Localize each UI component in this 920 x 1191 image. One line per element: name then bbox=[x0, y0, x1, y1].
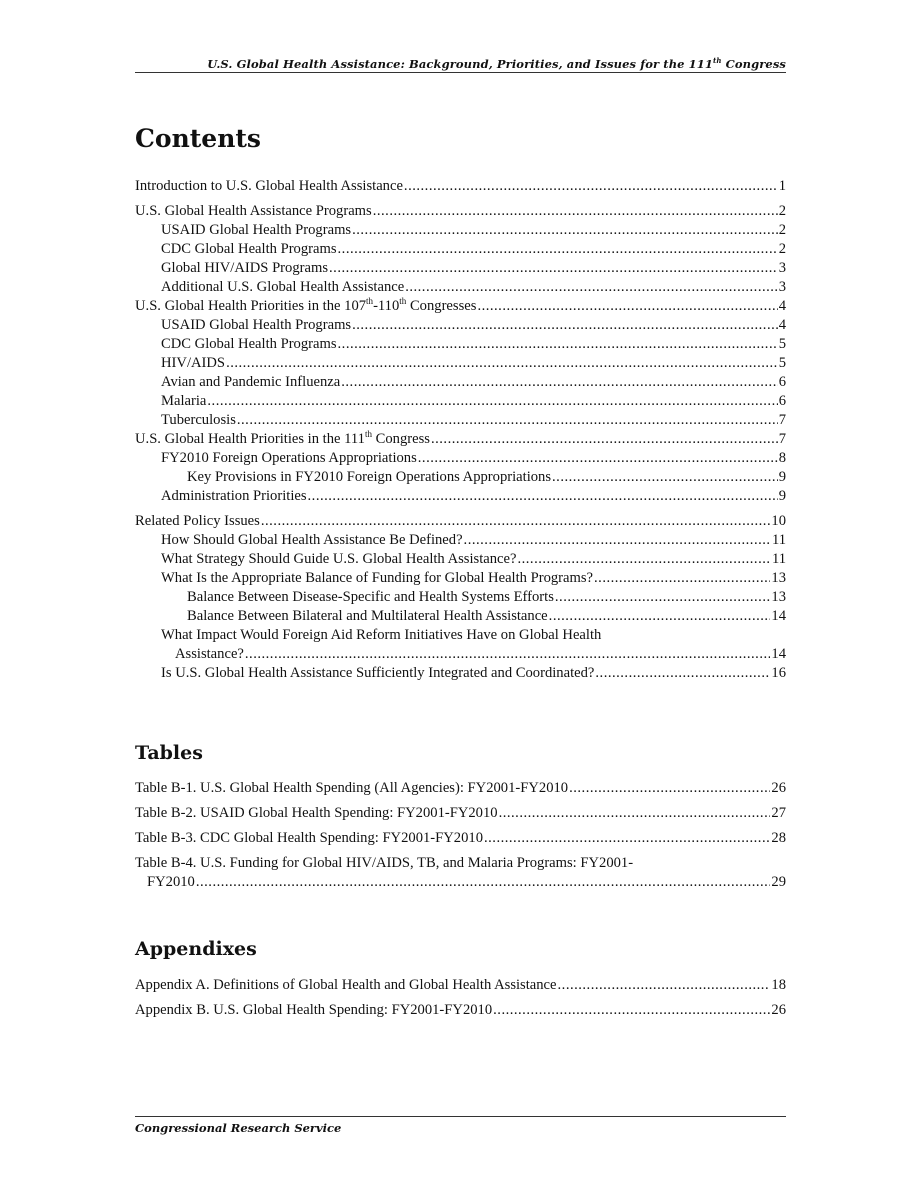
toc-entry[interactable]: Balance Between Bilateral and Multilateral Health Assistance ..... 14 bbox=[135, 607, 786, 626]
toc-entry[interactable]: U.S. Global Health Priorities in the 107th-110th Congresses ..... 4 bbox=[135, 297, 786, 316]
toc-entry[interactable]: HIV/AIDS ..... 5 bbox=[135, 354, 786, 373]
table-entry[interactable]: Table B-3. CDC Global Health Spending: FY2001-FY2010 ..... 28 bbox=[135, 829, 786, 848]
appendix-entry[interactable]: Appendix B. U.S. Global Health Spending: FY2001-FY2010 ..... 26 bbox=[135, 1001, 786, 1020]
table-entry[interactable]: FY2010 ..... 29 bbox=[135, 873, 786, 892]
toc-entry[interactable]: Administration Priorities ..... 9 bbox=[135, 487, 786, 506]
toc-entry[interactable]: What Strategy Should Guide U.S. Global Health Assistance? ..... 11 bbox=[135, 550, 786, 569]
contents-list bbox=[135, 177, 786, 683]
contents-heading: Contents bbox=[135, 124, 262, 153]
header-rule bbox=[135, 72, 786, 73]
toc-entry[interactable]: USAID Global Health Programs ..... 4 bbox=[135, 316, 786, 335]
toc-entry[interactable]: Avian and Pandemic Influenza ..... 6 bbox=[135, 373, 786, 392]
toc-entry[interactable]: Assistance? ..... 14 bbox=[135, 645, 786, 664]
tables-list bbox=[135, 779, 786, 892]
toc-entry[interactable]: Related Policy Issues ..... 10 bbox=[135, 512, 786, 531]
table-entry[interactable]: Table B-1. U.S. Global Health Spending (All Agencies): FY2001-FY2010 ..... 26 bbox=[135, 779, 786, 798]
toc-entry[interactable]: FY2010 Foreign Operations Appropriations ..... 8 bbox=[135, 449, 786, 468]
table-entry-wrapped-line1[interactable]: Table B-4. U.S. Funding for Global HIV/AIDS, TB, and Malaria Programs: FY2001- bbox=[135, 855, 634, 871]
toc-entry[interactable]: Malaria ..... 6 bbox=[135, 392, 786, 411]
toc-entry[interactable]: Balance Between Disease-Specific and Health Systems Efforts ..... 13 bbox=[135, 588, 786, 607]
running-header: U.S. Global Health Assistance: Background, Priorities, and Issues for the 111th Congress bbox=[207, 56, 786, 71]
toc-entry[interactable]: CDC Global Health Programs ..... 5 bbox=[135, 335, 786, 354]
footer-rule bbox=[135, 1116, 786, 1117]
toc-entry[interactable]: Additional U.S. Global Health Assistance ..... 3 bbox=[135, 278, 786, 297]
toc-entry[interactable]: How Should Global Health Assistance Be Defined? ..... 11 bbox=[135, 531, 786, 550]
table-entry[interactable]: Table B-2. USAID Global Health Spending: FY2001-FY2010 ..... 27 bbox=[135, 804, 786, 823]
toc-entry[interactable]: Key Provisions in FY2010 Foreign Operations Appropriations ..... 9 bbox=[135, 468, 786, 487]
toc-entry[interactable]: U.S. Global Health Assistance Programs ..... 2 bbox=[135, 202, 786, 221]
appendixes-heading: Appendixes bbox=[135, 938, 257, 960]
toc-entry[interactable]: Introduction to U.S. Global Health Assistance ..... 1 bbox=[135, 177, 786, 196]
appendixes-list bbox=[135, 976, 786, 1020]
toc-entry[interactable]: USAID Global Health Programs ..... 2 bbox=[135, 221, 786, 240]
running-footer: Congressional Research Service bbox=[135, 1121, 342, 1135]
toc-entry[interactable]: CDC Global Health Programs ..... 2 bbox=[135, 240, 786, 259]
tables-heading: Tables bbox=[135, 742, 203, 764]
toc-entry[interactable]: Is U.S. Global Health Assistance Sufficiently Integrated and Coordinated? ..... 16 bbox=[135, 664, 786, 683]
toc-entry[interactable]: What Is the Appropriate Balance of Funding for Global Health Programs? ..... 13 bbox=[135, 569, 786, 588]
toc-entry[interactable]: U.S. Global Health Priorities in the 111th Congress ..... 7 bbox=[135, 430, 786, 449]
toc-entry-wrapped-line1[interactable]: What Impact Would Foreign Aid Reform Initiatives Have on Global Health bbox=[161, 627, 602, 643]
appendix-entry[interactable]: Appendix A. Definitions of Global Health and Global Health Assistance ..... 18 bbox=[135, 976, 786, 995]
toc-entry[interactable]: Tuberculosis ..... 7 bbox=[135, 411, 786, 430]
toc-entry[interactable]: Global HIV/AIDS Programs ..... 3 bbox=[135, 259, 786, 278]
